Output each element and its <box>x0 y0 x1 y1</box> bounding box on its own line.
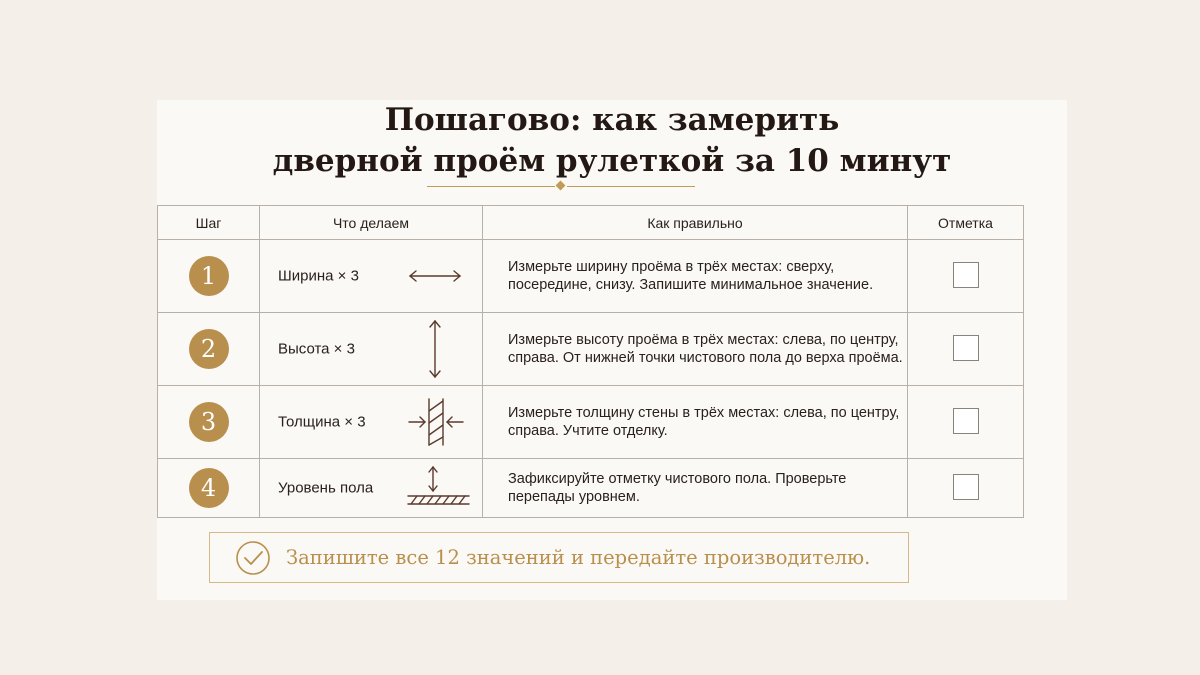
divider-rule-left <box>427 186 555 187</box>
action-cell <box>260 459 483 518</box>
how-cell <box>483 313 908 386</box>
step-number-badge: 1 <box>189 256 229 296</box>
step-number-badge: 4 <box>189 468 229 508</box>
how-cell <box>483 240 908 313</box>
divider-diamond-icon <box>556 181 566 191</box>
how-cell <box>483 386 908 459</box>
action-label: Высота × 3 <box>278 340 355 358</box>
floor-level-icon <box>407 465 471 511</box>
table-row <box>158 386 1024 459</box>
step-checkbox[interactable] <box>953 474 979 500</box>
check-circle-icon <box>235 540 271 576</box>
how-cell <box>483 459 908 518</box>
action-cell <box>260 313 483 386</box>
how-text: Зафиксируйте отметку чистового пола. Проверьте перепады уровнем. <box>508 471 847 505</box>
mark-cell <box>908 459 1024 518</box>
step-checkbox[interactable] <box>953 262 979 288</box>
step-checkbox[interactable] <box>953 408 979 434</box>
how-text: Измерьте высоту проёма в трёх местах: слева, по центру, справа. От нижней точки чистового пола до верха проёма. <box>508 332 903 366</box>
step-cell <box>158 240 260 313</box>
divider-rule-right <box>567 186 695 187</box>
mark-cell <box>908 386 1024 459</box>
step-cell <box>158 459 260 518</box>
table-row <box>158 313 1024 386</box>
footer-note <box>209 532 909 583</box>
page-title <box>157 100 1067 182</box>
table-header-row <box>158 206 1024 240</box>
action-label: Уровень пола <box>278 479 374 497</box>
title-line-1: Пошагово: как замерить <box>384 102 840 138</box>
horizontal-arrow-icon <box>407 266 463 286</box>
mark-cell <box>908 240 1024 313</box>
how-text: Измерьте ширину проёма в трёх местах: сверху, посередине, снизу. Запишите минимальное значение. <box>508 259 874 293</box>
footer-text: Запишите все 12 значений и передайте производителю. <box>286 546 871 569</box>
step-number-badge: 3 <box>189 402 229 442</box>
title-divider <box>427 180 695 192</box>
header-mark: Отметка <box>908 206 1024 240</box>
steps-table <box>157 205 1024 518</box>
table-row <box>158 459 1024 518</box>
action-cell <box>260 386 483 459</box>
header-action: Что делаем <box>260 206 483 240</box>
header-step: Шаг <box>158 206 260 240</box>
step-checkbox[interactable] <box>953 335 979 361</box>
title-line-2: дверной проём рулеткой за 10 минут <box>272 143 952 179</box>
table-row <box>158 240 1024 313</box>
instruction-card <box>157 100 1067 600</box>
mark-cell <box>908 313 1024 386</box>
step-cell <box>158 386 260 459</box>
wall-thickness-icon <box>407 397 465 447</box>
action-label: Ширина × 3 <box>278 267 359 285</box>
step-number-badge: 2 <box>189 329 229 369</box>
step-cell <box>158 313 260 386</box>
header-how: Как правильно <box>483 206 908 240</box>
vertical-arrow-icon <box>425 318 445 380</box>
action-cell <box>260 240 483 313</box>
action-label: Толщина × 3 <box>278 413 366 431</box>
how-text: Измерьте толщину стены в трёх местах: слева, по центру, справа. Учтите отделку. <box>508 405 900 439</box>
